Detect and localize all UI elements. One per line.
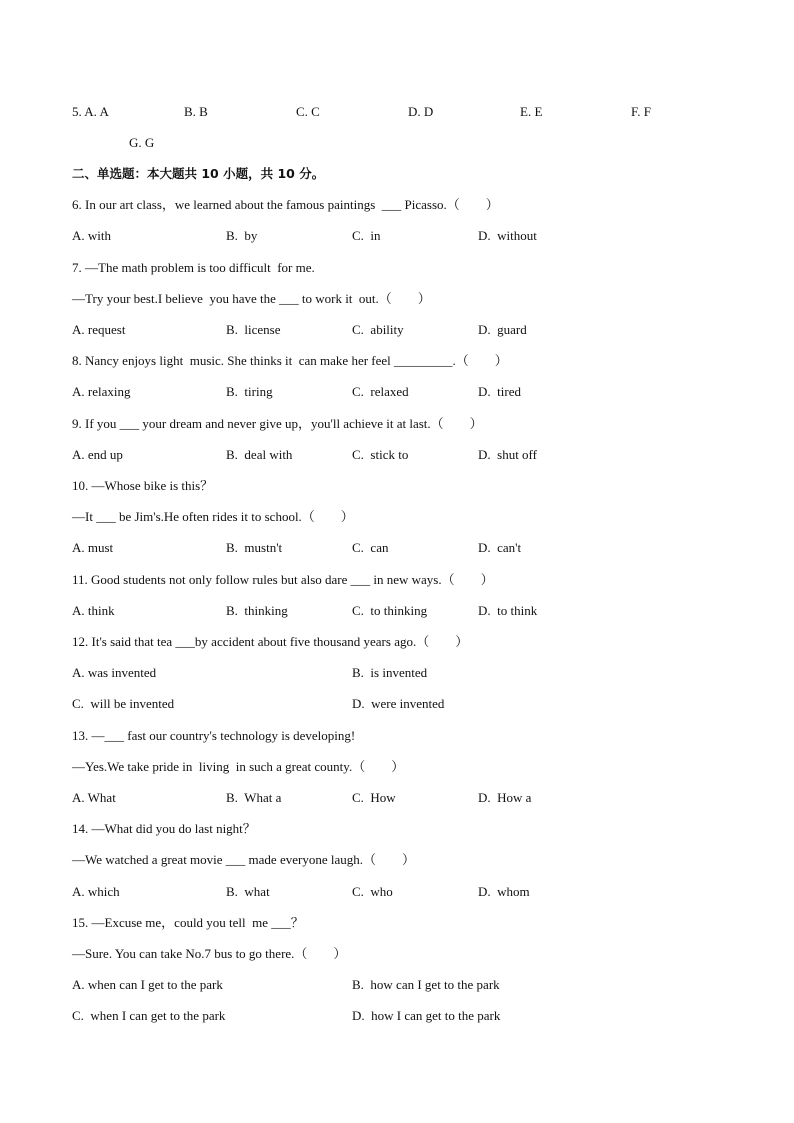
option-c: C. stick to	[352, 447, 409, 462]
question-stem: 8. Nancy enjoys light music. She thinks it can make her feel _________.（ ）	[72, 353, 508, 368]
option-c: C. will be invented	[72, 696, 175, 711]
option-b: B. tiring	[226, 384, 273, 399]
option-a: A. request	[72, 322, 126, 337]
q5-option-f: F. F	[631, 104, 651, 119]
q5-option-e: E. E	[520, 104, 543, 119]
option-d: D. how I can get to the park	[352, 1008, 501, 1023]
q5-option-b: B. B	[184, 104, 208, 119]
question-stem: 15. —Excuse me，could you tell me ___？	[72, 915, 304, 930]
option-b: B. What a	[226, 790, 282, 805]
option-b: B. thinking	[226, 603, 288, 618]
option-b: B. license	[226, 322, 281, 337]
question-stem: 12. It's said that tea ___by accident about five thousand years ago.（ ）	[72, 634, 469, 649]
option-c: C. who	[352, 884, 393, 899]
q5-option-a: 5. A. A	[72, 104, 109, 119]
option-d: D. were invented	[352, 696, 445, 711]
question-dialogue: —Sure. You can take No.7 bus to go there.（ ）	[72, 946, 347, 961]
question-stem: 13. —___ fast our country's technology is developing!	[72, 728, 356, 743]
option-b: B. mustn't	[226, 540, 283, 555]
question-dialogue: —Yes.We take pride in living in such a great county.（ ）	[72, 759, 405, 774]
question-dialogue: —It ___ be Jim's.He often rides it to school.（ ）	[72, 509, 354, 524]
option-a: A. was invented	[72, 665, 157, 680]
question-stem: 6. In our art class，we learned about the famous paintings ___ Picasso.（ ）	[72, 197, 499, 212]
option-b: B. how can I get to the park	[352, 977, 500, 992]
option-c: C. when I can get to the park	[72, 1008, 226, 1023]
option-d: D. without	[478, 228, 537, 243]
option-a: A. relaxing	[72, 384, 131, 399]
question-stem: 9. If you ___ your dream and never give up，you'll achieve it at last.（ ）	[72, 416, 483, 431]
option-a: A. What	[72, 790, 116, 805]
question-stem: 11. Good students not only follow rules but also dare ___ in new ways.（ ）	[72, 572, 494, 587]
option-d: D. tired	[478, 384, 521, 399]
question-stem: 7. —The math problem is too difficult for me.	[72, 260, 315, 275]
question-stem: 10. —Whose bike is this？	[72, 478, 214, 493]
question-dialogue: —We watched a great movie ___ made everyone laugh.（ ）	[72, 852, 415, 867]
question-stem: 14. —What did you do last night？	[72, 821, 256, 836]
option-c: C. in	[352, 228, 381, 243]
section-heading: 二、单选题：本大题共 10 小题，共 10 分。	[72, 166, 325, 181]
question-dialogue: —Try your best.I believe you have the ___ to work it out.（ ）	[72, 291, 431, 306]
option-a: A. think	[72, 603, 115, 618]
option-c: C. to thinking	[352, 603, 428, 618]
option-a: A. when can I get to the park	[72, 977, 223, 992]
option-b: B. by	[226, 228, 258, 243]
option-b: B. deal with	[226, 447, 293, 462]
option-d: D. guard	[478, 322, 527, 337]
option-d: D. shut off	[478, 447, 537, 462]
option-a: A. must	[72, 540, 114, 555]
option-a: A. end up	[72, 447, 123, 462]
option-d: D. whom	[478, 884, 530, 899]
q5-option-c: C. C	[296, 104, 320, 119]
option-c: C. ability	[352, 322, 404, 337]
option-c: C. relaxed	[352, 384, 409, 399]
option-c: C. can	[352, 540, 389, 555]
option-b: B. is invented	[352, 665, 428, 680]
option-d: D. can't	[478, 540, 522, 555]
q5-option-g: G. G	[129, 135, 155, 150]
option-d: D. How a	[478, 790, 532, 805]
option-d: D. to think	[478, 603, 538, 618]
option-a: A. which	[72, 884, 120, 899]
option-b: B. what	[226, 884, 270, 899]
option-a: A. with	[72, 228, 111, 243]
option-c: C. How	[352, 790, 396, 805]
q5-option-d: D. D	[408, 104, 434, 119]
